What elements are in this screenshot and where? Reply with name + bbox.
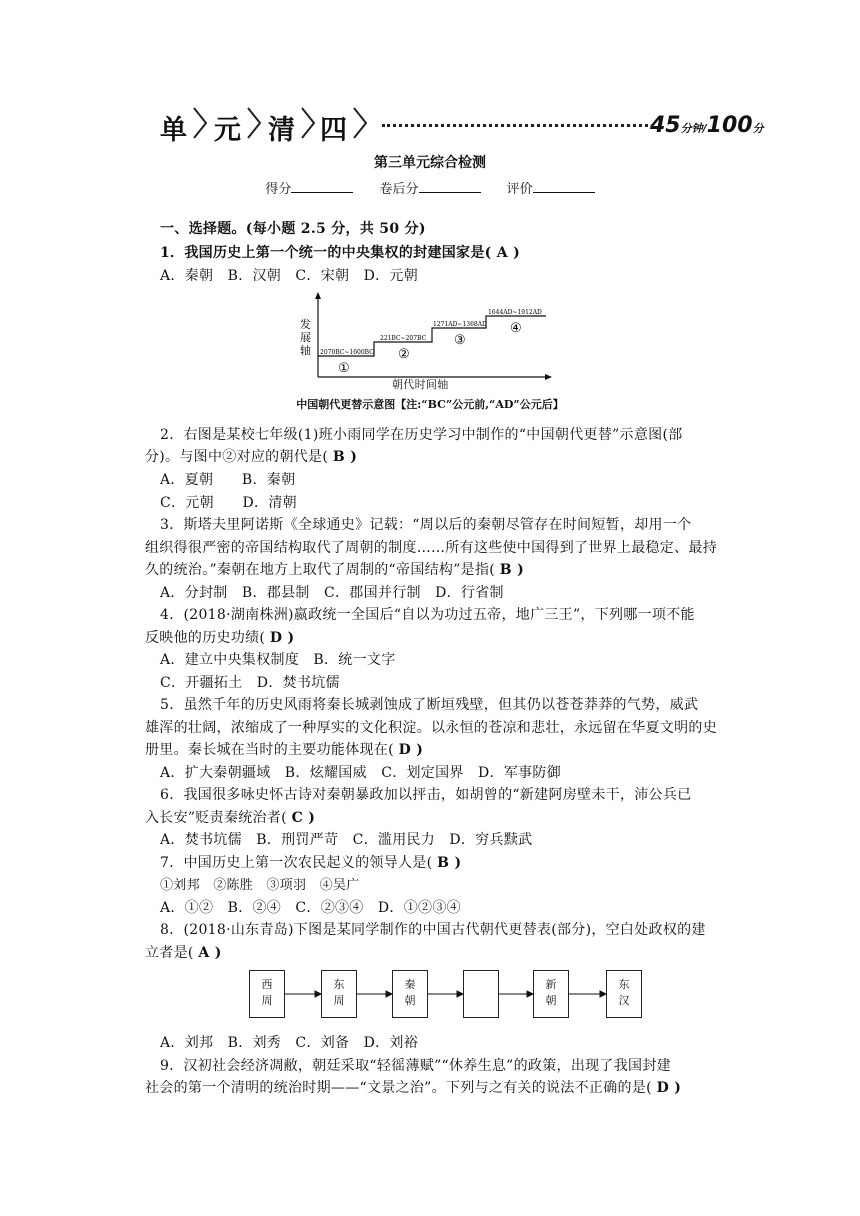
question-4-cont: 反映他的历史功绩( D ) bbox=[145, 630, 295, 646]
question-1-options: A．秦朝 B．汉朝 C．宋朝 D．元朝 bbox=[160, 268, 419, 284]
flow-arrows bbox=[285, 988, 607, 1000]
title-char: 四 bbox=[320, 115, 347, 146]
time-score-label: 45分钟/100分 bbox=[650, 113, 764, 138]
step-label-4: 1644AD~1912AD bbox=[488, 309, 542, 316]
question-9-cont: 社会的第一个清明的统治时期——“文景之治”。下列与之有关的说法不正确的是( D ) bbox=[145, 1080, 682, 1096]
question-4-options: A．建立中央集权制度 B．统一文字 bbox=[160, 652, 396, 668]
x-axis-label: 朝代时间轴 bbox=[392, 378, 449, 391]
flow-box: 新 朝 bbox=[533, 970, 569, 1018]
title-char: 清 bbox=[268, 115, 295, 146]
score-blank[interactable] bbox=[291, 180, 353, 193]
chevron-icon bbox=[192, 106, 210, 140]
question-6-options: A．焚书坑儒 B．刑罚严苛 C．滥用民力 D．穷兵黩武 bbox=[160, 832, 533, 848]
chevron-icon bbox=[246, 106, 264, 140]
y-axis-label: 发 bbox=[300, 318, 311, 331]
question-8: 8．(2018·山东青岛)下图是某同学制作的中国古代朝代更替表(部分)，空白处政权的建 bbox=[160, 922, 706, 938]
question-7-items: ①刘邦 ②陈胜 ③项羽 ④吴广 bbox=[160, 878, 360, 893]
question-3: 3．斯塔夫里阿诺斯《全球通史》记载：“周以后的秦朝尽管存在时间短暂，却用一个 bbox=[160, 517, 692, 533]
question-1: 1．我国历史上第一个统一的中央集权的封建国家是( A ) bbox=[160, 245, 521, 261]
title-char: 单 bbox=[160, 115, 187, 146]
step-mark-3: ③ bbox=[454, 333, 466, 348]
question-3-cont: 久的统治。”秦朝在地方上取代了周制的“帝国结构”是指( B ) bbox=[145, 562, 525, 578]
question-9: 9．汉初社会经济凋敝，朝廷采取“轻徭薄赋”“休养生息”的政策，出现了我国封建 bbox=[160, 1058, 671, 1074]
question-6: 6．我国很多咏史怀古诗对秦朝暴政加以抨击，如胡曾的“新建阿房壁未干，沛公兵已 bbox=[160, 787, 692, 803]
question-2-options: A．夏朝 B．秦朝 bbox=[160, 472, 296, 488]
y-axis-label: 轴 bbox=[300, 344, 311, 357]
question-2-options: C．元朝 D．清朝 bbox=[160, 495, 297, 511]
flow-box: 西 周 bbox=[249, 970, 285, 1018]
y-axis-label: 展 bbox=[300, 331, 311, 344]
arrow-right-icon bbox=[457, 991, 463, 997]
arrow-right-icon bbox=[315, 991, 321, 997]
flow-box: 东 周 bbox=[321, 970, 357, 1018]
question-5-cont: 册里。秦长城在当时的主要功能体现在( D ) bbox=[145, 742, 424, 758]
question-7: 7．中国历史上第一次农民起义的领导人是( B ) bbox=[160, 855, 462, 871]
step-mark-2: ② bbox=[398, 347, 410, 362]
question-3-options: A．分封制 B．郡县制 C．郡国并行制 D．行省制 bbox=[160, 585, 504, 601]
dotted-divider bbox=[382, 124, 648, 127]
y-axis-arrow-icon bbox=[315, 292, 321, 299]
chevron-icon bbox=[300, 106, 318, 140]
step-label-2: 221BC~207BC bbox=[380, 335, 427, 342]
chevron-icon bbox=[352, 106, 370, 140]
question-8-options: A．刘邦 B．刘秀 C．刘备 D．刘裕 bbox=[160, 1035, 419, 1051]
flow-box: 东 汉 bbox=[606, 970, 642, 1018]
step-mark-1: ① bbox=[338, 361, 350, 376]
question-2-cont: 分)。与图中②对应的朝代是( B ) bbox=[145, 449, 358, 465]
step-label-1: 2070BC~1600BC bbox=[320, 349, 374, 356]
arrow-right-icon bbox=[527, 991, 533, 997]
page-subtitle: 第三单元综合检测 bbox=[374, 155, 486, 171]
section-heading: 一、选择题。(每小题 2.5 分，共 50 分) bbox=[160, 221, 426, 237]
step-label-3: 1271AD~1368AD bbox=[433, 321, 487, 328]
score-line: 得分 卷后分 评价 bbox=[0, 178, 860, 197]
arrow-right-icon bbox=[386, 991, 392, 997]
question-5-options: A．扩大秦朝疆域 B．炫耀国威 C．划定国界 D．军事防御 bbox=[160, 765, 562, 781]
question-3-cont: 组织得很严密的帝国结构取代了周朝的制度……所有这些使中国得到了世界上最稳定、最持 bbox=[145, 540, 717, 556]
chart-caption: 中国朝代更替示意图【注:“BC”公元前,“AD”公元后】 bbox=[296, 398, 564, 411]
question-7-options: A．①② B．②④ C．②③④ D．①②③④ bbox=[160, 900, 461, 916]
flow-box: 秦 朝 bbox=[392, 970, 428, 1018]
question-5: 5．虽然千年的历史风雨将秦长城剥蚀成了断垣残壁，但其仍以苍苍莽莽的气势，威武 bbox=[160, 697, 699, 713]
title-char: 元 bbox=[214, 115, 241, 146]
question-8-cont: 立者是( A ) bbox=[145, 945, 222, 961]
final-score-blank[interactable] bbox=[419, 180, 481, 193]
question-5-cont: 雄浑的壮阔，浓缩成了一种厚实的文化积淀。以永恒的苍凉和悲壮，永远留在华夏文明的史 bbox=[145, 720, 717, 736]
step-mark-4: ④ bbox=[510, 321, 522, 336]
question-2: 2．右图是某校七年级(1)班小雨同学在历史学习中制作的“中国朝代更替”示意图(部 bbox=[160, 427, 683, 443]
evaluation-blank[interactable] bbox=[533, 180, 595, 193]
question-4: 4．(2018·湖南株洲)嬴政统一全国后“自以为功过五帝，地广三王”，下列哪一项不能 bbox=[160, 607, 695, 623]
x-axis-arrow-icon bbox=[545, 374, 552, 380]
question-6-cont: 入长安”贬责秦统治者( C ) bbox=[145, 810, 316, 826]
question-4-options: C．开疆拓土 D．焚书坑儒 bbox=[160, 675, 340, 691]
arrow-right-icon bbox=[600, 991, 606, 997]
